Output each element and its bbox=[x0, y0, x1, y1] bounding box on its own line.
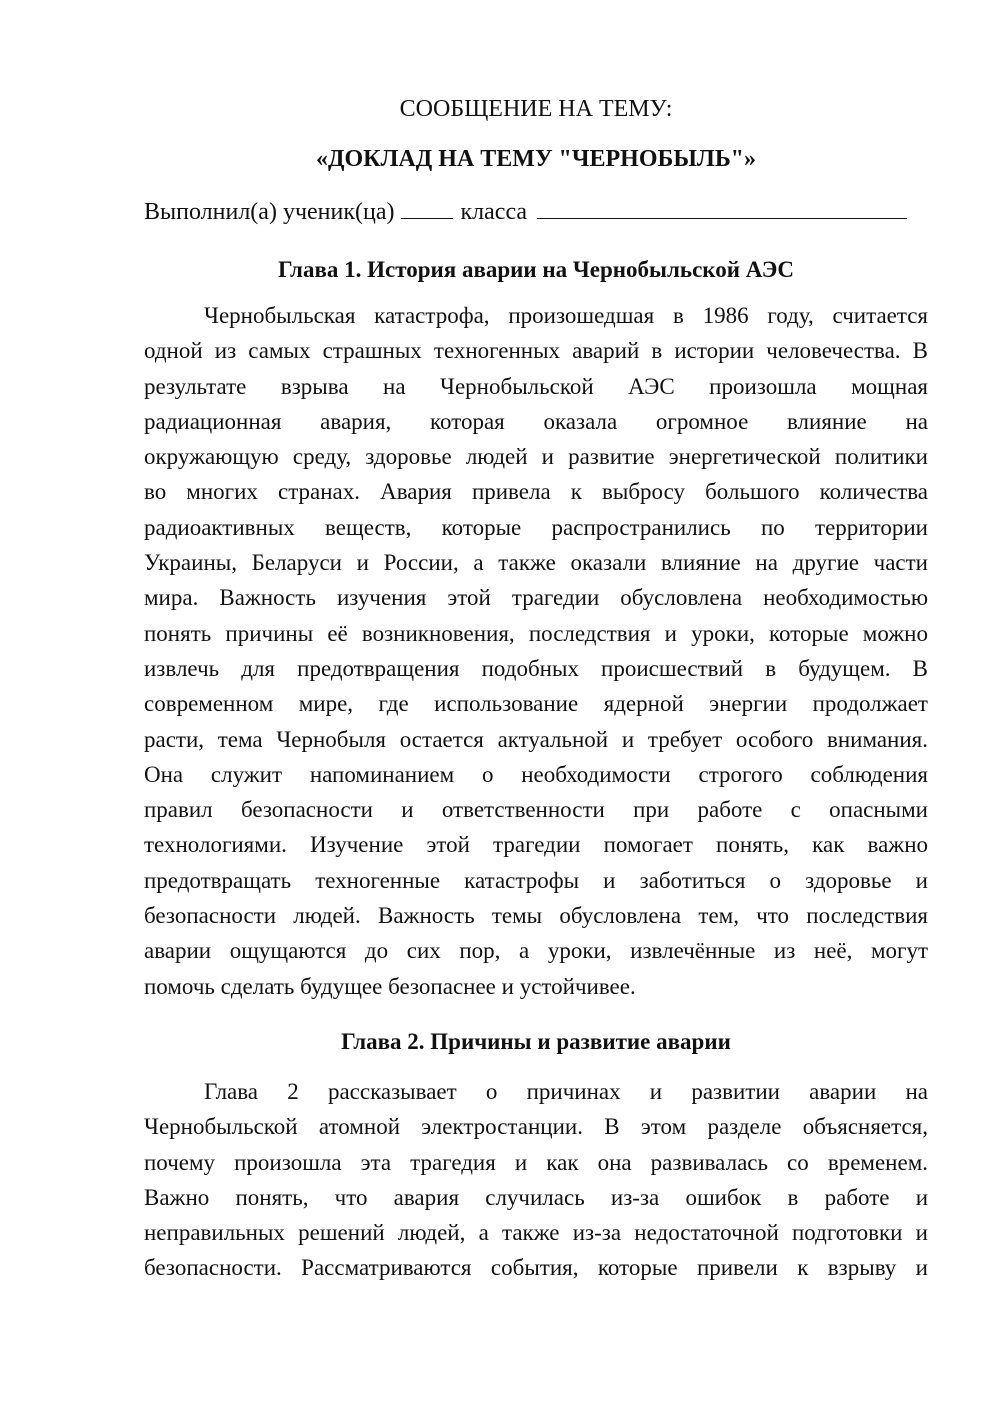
paragraph-line: безопасности людей. Важность темы обусловлена тем, что последствия bbox=[144, 903, 928, 929]
paragraph-line: предотвращать техногенные катастрофы и заботиться о здоровье и bbox=[144, 867, 928, 893]
document-title-line1: СООБЩЕНИЕ НА ТЕМУ: bbox=[399, 96, 673, 122]
paragraph-line: Украины, Беларуси и России, а также оказали влияние на другие части bbox=[144, 550, 928, 576]
paragraph-line: понять причины её возникновения, последствия и уроки, которые можно bbox=[144, 620, 928, 646]
paragraph-line: неправильных решений людей, а также из-за недостаточной подготовки и bbox=[144, 1220, 928, 1246]
paragraph-line: Чернобыльская катастрофа, произошедшая в 1986 году, считается bbox=[204, 303, 928, 328]
paragraph-line: результате взрыва на Чернобыльской АЭС произошла мощная bbox=[144, 373, 928, 399]
paragraph-line: технологиями. Изучение этой трагедии помогает понять, как важно bbox=[144, 832, 928, 858]
chapter-2-paragraph bbox=[144, 1074, 928, 1286]
paragraph-line: окружающую среду, здоровье людей и развитие энергетической политики bbox=[144, 444, 928, 470]
byline-class-label: класса bbox=[460, 199, 528, 225]
paragraph-line: одной из самых страшных техногенных аварий в истории человечества. В bbox=[144, 338, 928, 364]
paragraph-line: современном мире, где использование ядерной энергии продолжает bbox=[144, 691, 928, 717]
paragraph-line: аварии ощущаются до сих пор, а уроки, извлечённые из неё, могут bbox=[144, 938, 928, 964]
paragraph-line: правил безопасности и ответственности при работе с опасными bbox=[144, 797, 928, 823]
chapter-2-title: Глава 2. Причины и развитие аварии bbox=[341, 1029, 731, 1054]
paragraph-line: расти, тема Чернобыля остается актуальной и требует особого внимания. bbox=[144, 726, 928, 752]
paragraph-line: Она служит напоминанием о необходимости строгого соблюдения bbox=[144, 761, 928, 787]
paragraph-line: мира. Важность изучения этой трагедии обусловлена необходимостью bbox=[144, 585, 928, 611]
paragraph-line: почему произошла эта трагедия и как она развивалась со временем. bbox=[144, 1149, 928, 1175]
paragraph-line: радиационная авария, которая оказала огромное влияние на bbox=[144, 408, 928, 434]
paragraph-line: безопасности. Рассматриваются события, которые привели к взрыву и bbox=[144, 1255, 928, 1281]
chapter-1-paragraph bbox=[144, 298, 928, 1004]
byline-student-label: Выполнил(а) ученик(ца) bbox=[144, 199, 395, 225]
document-title-line2: «ДОКЛАД НА ТЕМУ "ЧЕРНОБЫЛЬ"» bbox=[315, 146, 757, 172]
class-number-blank bbox=[401, 196, 453, 219]
paragraph-line: Глава 2 рассказывает о причинах и развитии аварии на bbox=[204, 1079, 928, 1104]
paragraph-line: радиоактивных веществ, которые распространились по территории bbox=[144, 514, 928, 540]
chapter-1-title: Глава 1. История аварии на Чернобыльской АЭС bbox=[278, 257, 794, 282]
paragraph-line: извлечь для предотвращения подобных происшествий в будущем. В bbox=[144, 655, 928, 681]
paragraph-line: Важно понять, что авария случилась из-за ошибок в работе и bbox=[144, 1184, 928, 1210]
paragraph-line: Чернобыльской атомной электростанции. В этом разделе объясняется, bbox=[144, 1114, 928, 1140]
paragraph-line: помочь сделать будущее безопаснее и устойчивее. bbox=[144, 973, 636, 999]
student-name-blank bbox=[537, 196, 907, 219]
byline bbox=[144, 196, 928, 227]
paragraph-line: во многих странах. Авария привела к выбросу большого количества bbox=[144, 479, 928, 505]
